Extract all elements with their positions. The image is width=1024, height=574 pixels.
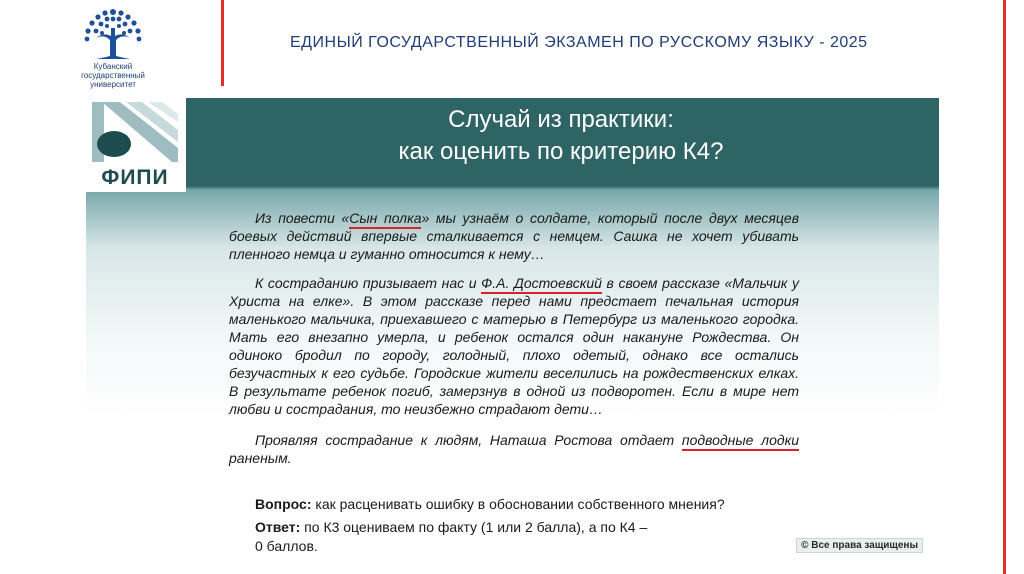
slide-title-line: как оценить по критерию К4? [398, 138, 724, 165]
answer-label: Ответ: [255, 519, 301, 535]
fipi-emblem-icon [92, 102, 178, 162]
fipi-brand-text: ФИПИ [101, 166, 169, 189]
answer-text: 0 баллов. [255, 538, 318, 554]
university-logo [68, 4, 158, 96]
question-line [255, 495, 815, 513]
tree-logo-icon [74, 4, 152, 62]
question-text: как расценивать ошибку в обосновании собственного мнения? [311, 496, 725, 512]
slide-image [86, 98, 939, 567]
accent-divider-right [1003, 0, 1006, 574]
answer-text: по К3 оцениваем по факту (1 или 2 балла), а по К4 – [300, 519, 648, 535]
paragraph-text: К состраданию призывает нас и [255, 275, 482, 291]
highlighted-phrase: подводные лодки [682, 432, 799, 451]
excerpt-paragraph [229, 431, 799, 467]
excerpt-paragraph [229, 209, 799, 263]
page-title: ЕДИНЫЙ ГОСУДАРСТВЕННЫЙ ЭКЗАМЕН ПО РУССКОМУ ЯЗЫКУ - 2025 [290, 34, 868, 51]
paragraph-text: в своем рассказе «Мальчик у Христа на елке». В этом рассказе перед нами предстает печальная история маленького мальчика, приехавшего с матерью в Петербург из маленького городка. Мать его внезапно умерла, и ребенок остался один накануне Рождества. Он одиноко бродил по городу, голодный, плохо одетый, однако все остались безучастных к его судьбе. Городские жители веселились на рождественских елках. В результате ребенок погиб, замерзнув в одной из подворотен. Если в мире нет любви и сострадания, то неизбежно страдают дети… [229, 275, 799, 417]
answer-block [255, 518, 755, 556]
accent-divider-left [221, 0, 224, 86]
paragraph-text: » мы узнаём о солдате, который после двух месяцев боевых действий впервые сталкивается с немцем. Сашка не хочет убивать пленного немца и гуманно относится к нему… [229, 210, 800, 262]
fipi-logo [86, 98, 186, 192]
excerpt-paragraph [229, 274, 799, 418]
logo-caption-line: государственный [81, 71, 145, 80]
slide-title [216, 104, 906, 168]
paragraph-text: Проявляя сострадание к людям, Наташа Ростова отдает [255, 432, 682, 448]
highlighted-phrase: Сын полка [349, 210, 421, 229]
paragraph-text: Из повести « [255, 210, 350, 226]
slide-title-line: Случай из практики: [448, 106, 674, 133]
logo-caption [68, 62, 158, 89]
question-label: Вопрос: [255, 496, 312, 512]
copyright-note: © Все права защищены [796, 538, 923, 553]
paragraph-text: раненым. [229, 450, 292, 466]
highlighted-phrase: Ф.А. Достоевский [481, 275, 602, 294]
logo-caption-line: университет [90, 80, 136, 89]
logo-caption-line: Кубанский [93, 62, 133, 71]
